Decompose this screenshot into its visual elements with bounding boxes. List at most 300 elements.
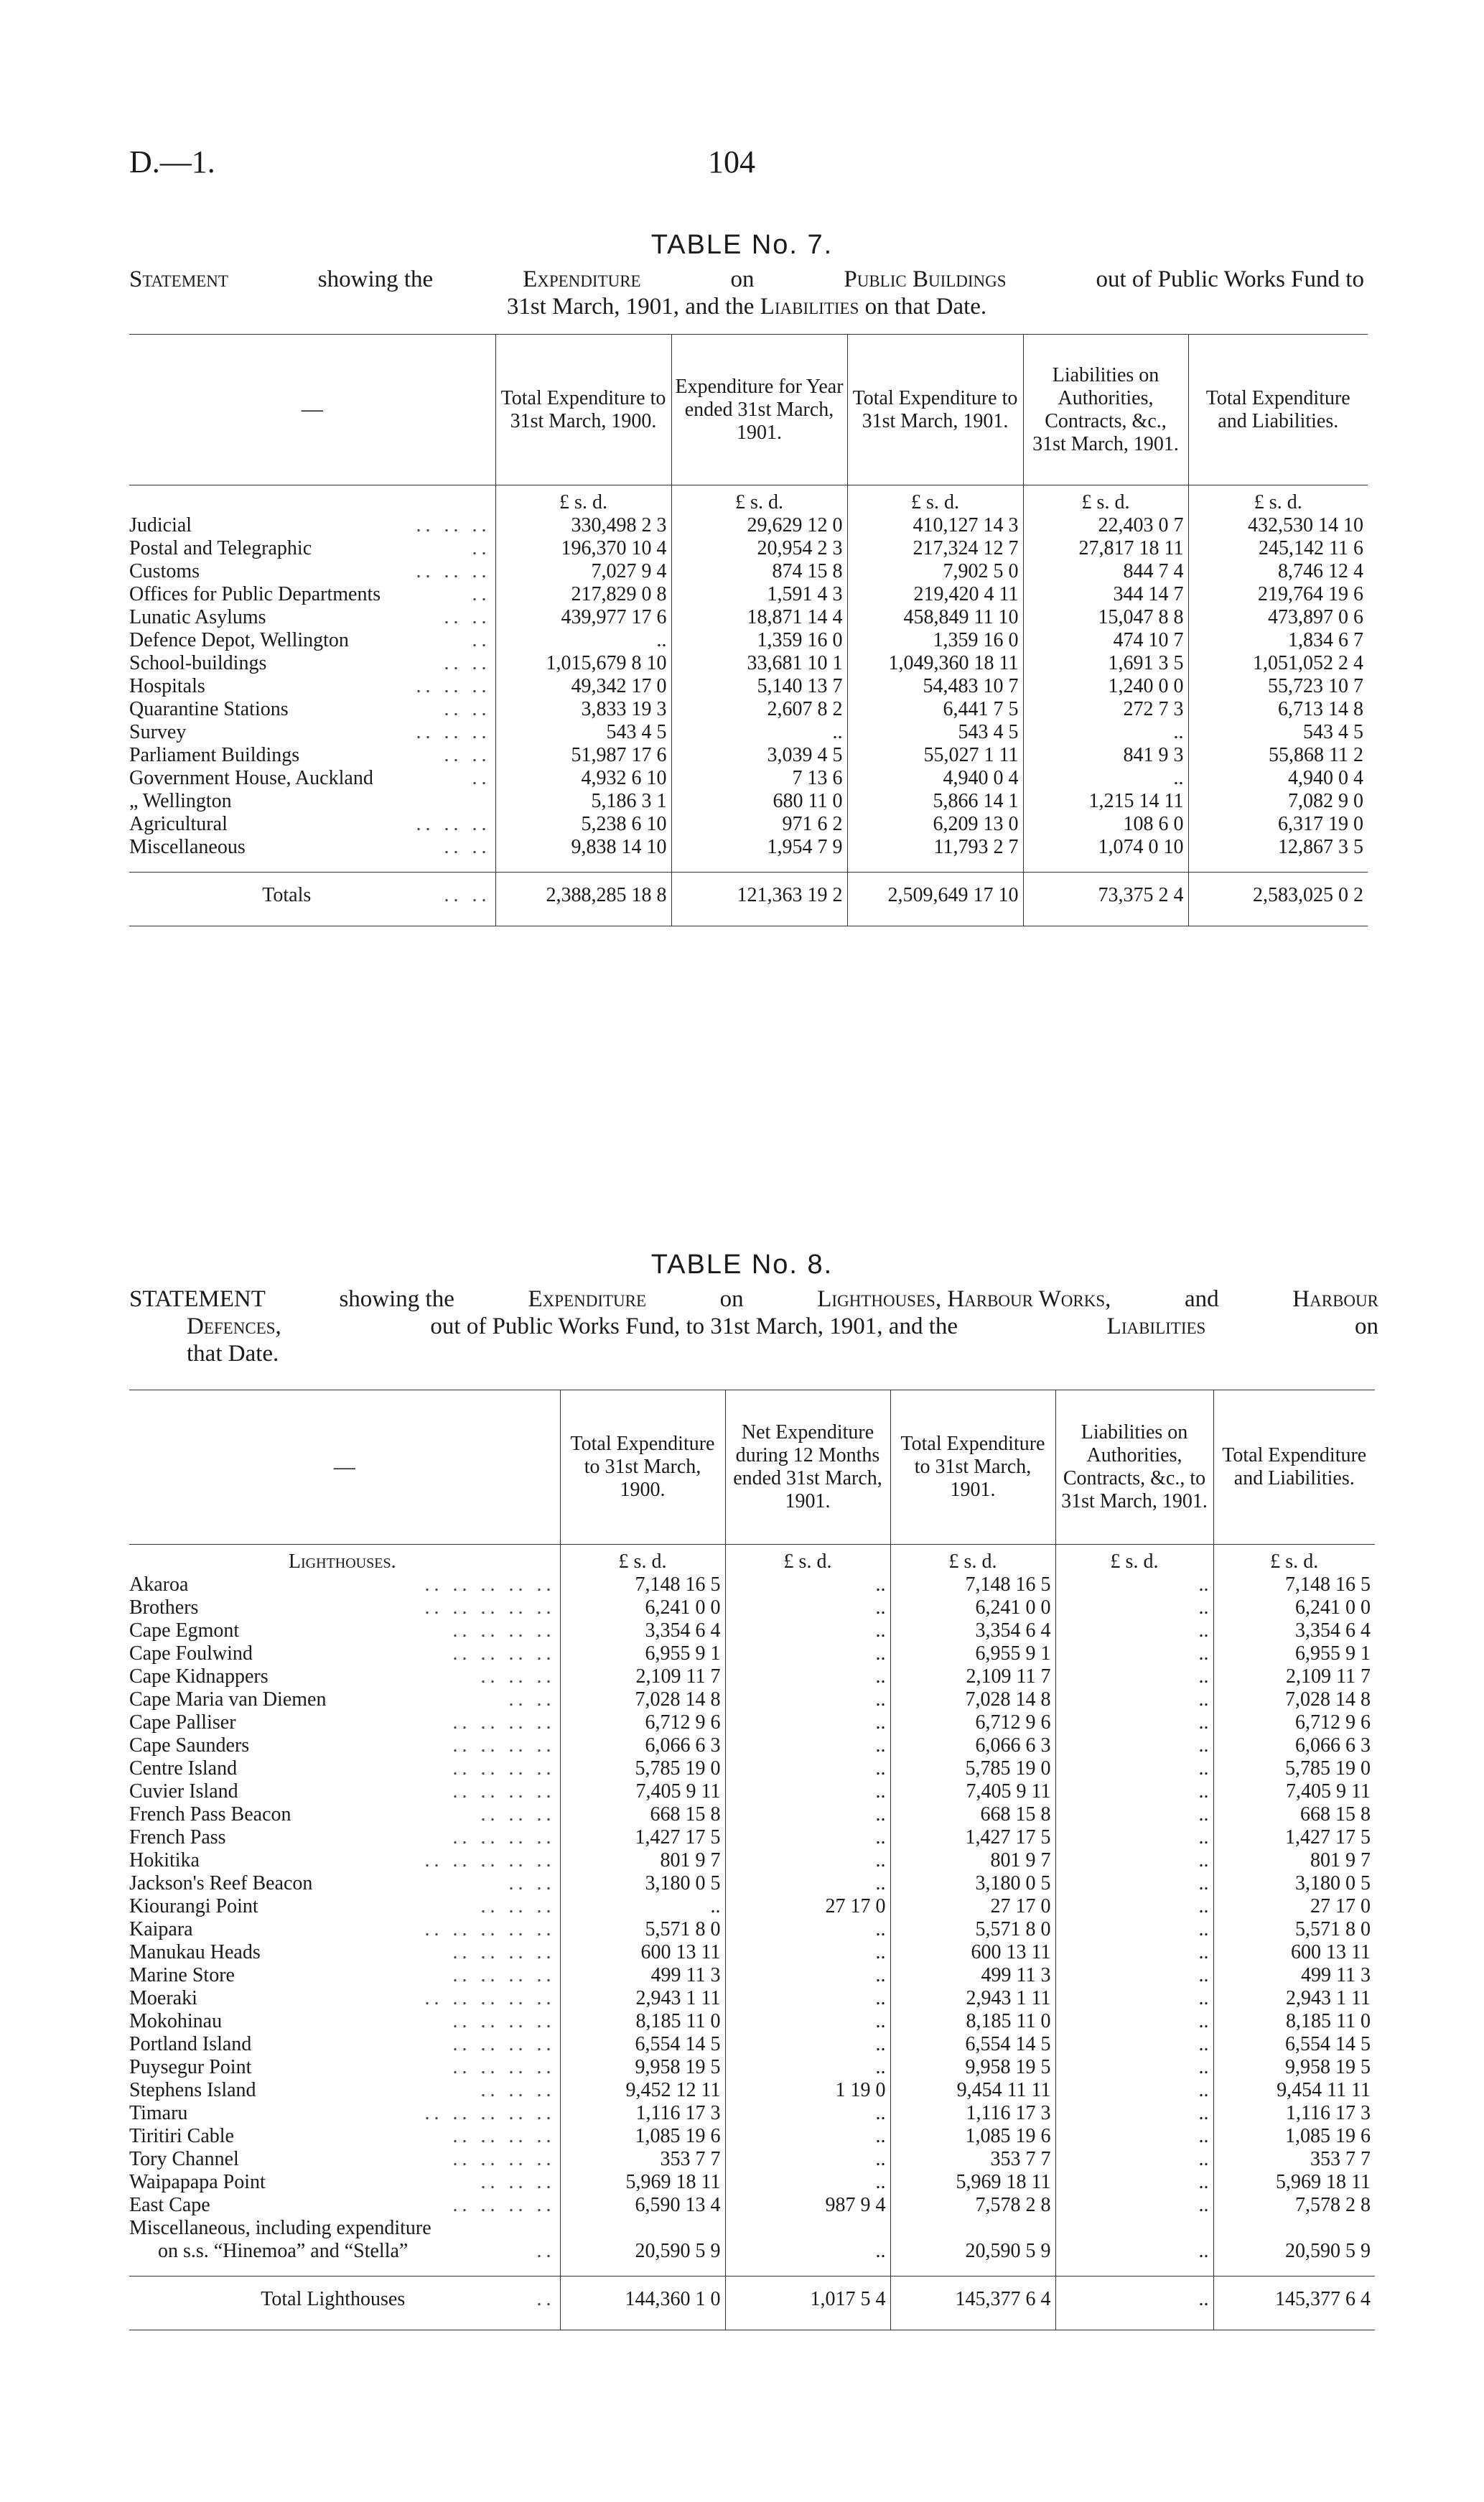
row-label: Stephens Island: [129, 2079, 256, 2101]
amount-cell: 20,590 5 9: [890, 2240, 1055, 2263]
spacer-cell: [671, 919, 847, 926]
amount-cell: 217,324 12 7: [847, 537, 1023, 560]
amount-cell: 144,360 1 0: [560, 2277, 725, 2323]
spacer-cell: [847, 919, 1023, 926]
amount-cell: 2,109 11 7: [1213, 1665, 1375, 1688]
amount-cell: 55,868 11 2: [1188, 744, 1368, 767]
spacer-row: [129, 2322, 1375, 2330]
table7-statement-line1: [129, 266, 1364, 293]
amount-cell: 7,148 16 5: [560, 1573, 725, 1596]
units-cell: £ s. d.: [671, 485, 847, 515]
units-row: [129, 1545, 1375, 1574]
statement-text: on that Date.: [859, 294, 987, 320]
amount-cell: 3,354 6 4: [1213, 1619, 1375, 1642]
amount-cell: 6,955 9 1: [890, 1642, 1055, 1665]
spacer-cell: [671, 859, 847, 873]
amount-cell: ..: [1055, 2194, 1213, 2217]
amount-cell: 1,240 0 0: [1023, 675, 1188, 698]
table-row: [129, 2056, 1375, 2079]
amount-cell: 2,509,649 17 10: [847, 873, 1023, 919]
statement-text: out of Public Works Fund, to 31st March, 1901, and the: [430, 1313, 958, 1339]
statement-word: Lighthouses, Harbour Works,: [817, 1286, 1111, 1312]
row-label-cell: [129, 1964, 560, 1987]
amount-cell: ..: [1055, 1757, 1213, 1780]
amount-cell: 6,241 0 0: [1213, 1596, 1375, 1619]
row-label-cell: [129, 1619, 560, 1642]
amount-cell: 7,028 14 8: [890, 1688, 1055, 1711]
table-row: [129, 1596, 1375, 1619]
amount-cell: 1,116 17 3: [1213, 2102, 1375, 2125]
leader-dots: .. .. .. ..: [452, 1826, 556, 1848]
amount-cell: 27,817 18 11: [1023, 537, 1188, 560]
amount-cell: ..: [1055, 1573, 1213, 1596]
row-label: Portland Island: [129, 2033, 252, 2055]
leader-dots: .. .. .. ..: [452, 1711, 556, 1734]
units-cell: £ s. d.: [890, 1545, 1055, 1574]
row-label: French Pass: [129, 1826, 226, 1848]
amount-cell: 6,590 13 4: [560, 2194, 725, 2217]
amount-cell: ..: [725, 2240, 890, 2263]
row-label-cell: [129, 1849, 560, 1872]
column-header: Total Expenditure to 31st March, 1901.: [847, 335, 1023, 485]
leader-dots: ..: [472, 767, 491, 789]
amount-cell: 245,142 11 6: [1188, 537, 1368, 560]
table-row: [129, 1711, 1375, 1734]
amount-cell: 600 13 11: [560, 1941, 725, 1964]
leader-dots: .. ..: [508, 1688, 556, 1711]
amount-cell: 9,958 19 5: [890, 2056, 1055, 2079]
amount-cell: 6,712 9 6: [560, 1711, 725, 1734]
row-label: Defence Depot, Wellington: [129, 629, 349, 651]
amount-cell: 543 4 5: [847, 721, 1023, 744]
row-label-cell: [129, 698, 495, 721]
leader-dots: .. .. ..: [480, 1665, 556, 1688]
amount-cell: 1,017 5 4: [725, 2277, 890, 2323]
column-header: Total Expenditure to 31st March, 1900.: [495, 335, 671, 485]
amount-cell: 11,793 2 7: [847, 836, 1023, 859]
leader-dots: ..: [536, 2288, 556, 2310]
row-label-cell: [129, 1688, 560, 1711]
row-label: Postal and Telegraphic: [129, 537, 312, 559]
statement-text: showing the: [339, 1286, 454, 1312]
amount-cell: 15,047 8 8: [1023, 606, 1188, 629]
amount-cell: 410,127 14 3: [847, 514, 1023, 537]
amount-cell: ..: [1055, 1826, 1213, 1849]
amount-cell: ..: [1055, 1803, 1213, 1826]
amount-cell: 9,454 11 11: [890, 2079, 1055, 2102]
table-row: [129, 1780, 1375, 1803]
row-label: Customs: [129, 560, 200, 582]
amount-cell: 353 7 7: [890, 2148, 1055, 2171]
amount-cell: ..: [1023, 767, 1188, 790]
row-label: Miscellaneous: [129, 836, 246, 858]
statement-text: on: [719, 1286, 744, 1312]
amount-cell: 1,015,679 8 10: [495, 652, 671, 675]
table-row: [129, 2148, 1375, 2171]
spacer-cell: [129, 859, 495, 873]
spacer-cell: [725, 2322, 890, 2330]
table-row: [129, 1872, 1375, 1895]
table-row: [129, 1987, 1375, 2010]
amount-cell: ..: [1055, 2277, 1213, 2323]
amount-cell: 54,483 10 7: [847, 675, 1023, 698]
row-label-cell: [129, 790, 495, 813]
spacer-cell: [1188, 859, 1368, 873]
amount-cell: 499 11 3: [890, 1964, 1055, 1987]
row-label: Kaipara: [129, 1918, 193, 1940]
table-row: [129, 1849, 1375, 1872]
amount-cell: ..: [725, 1734, 890, 1757]
amount-cell: 1,834 6 7: [1188, 629, 1368, 652]
row-label-cell: [129, 652, 495, 675]
amount-cell: 5,785 19 0: [1213, 1757, 1375, 1780]
amount-cell: 27 17 0: [890, 1895, 1055, 1918]
amount-cell: 7 13 6: [671, 767, 847, 790]
leader-dots: .. .. ..: [480, 2079, 556, 2101]
row-label-cell: [129, 1596, 560, 1619]
row-label: Tiritiri Cable: [129, 2125, 234, 2147]
amount-cell: 4,940 0 4: [1188, 767, 1368, 790]
amount-cell: 841 9 3: [1023, 744, 1188, 767]
amount-cell: ..: [1055, 1849, 1213, 1872]
units-cell: £ s. d.: [560, 1545, 725, 1574]
column-header: Liabilities on Authorities, Contracts, &c., to 31st March, 1901.: [1055, 1390, 1213, 1545]
row-label-cell: [129, 721, 495, 744]
row-label: Centre Island: [129, 1757, 238, 1780]
table7-statement-line2: [129, 293, 1364, 320]
row-label-cell: [129, 873, 495, 919]
spacer-cell: [560, 2322, 725, 2330]
amount-cell: 6,713 14 8: [1188, 698, 1368, 721]
amount-cell: ..: [1055, 1987, 1213, 2010]
table-row: [129, 606, 1368, 629]
misc-label-line2: [129, 2240, 560, 2263]
amount-cell: 543 4 5: [1188, 721, 1368, 744]
leader-dots: .. ..: [444, 836, 491, 858]
column-header: Total Expenditure and Liabilities.: [1213, 1390, 1375, 1545]
document-reference: D.—1.: [129, 144, 215, 180]
table-row: [129, 698, 1368, 721]
amount-cell: ..: [725, 1619, 890, 1642]
leader-dots: .. .. ..: [480, 2171, 556, 2193]
statement-text: out of Public Works Fund to: [1096, 266, 1364, 292]
leader-dots: .. .. .. ..: [452, 1757, 556, 1780]
spacer-cell: [1055, 2263, 1213, 2277]
amount-cell: ..: [1055, 1665, 1213, 1688]
amount-cell: 5,969 18 11: [1213, 2171, 1375, 2194]
table-row: [129, 1665, 1375, 1688]
amount-cell: 6,955 9 1: [560, 1642, 725, 1665]
amount-cell: ..: [725, 1711, 890, 1734]
amount-cell: 6,554 14 5: [1213, 2033, 1375, 2056]
amount-cell: 217,829 0 8: [495, 583, 671, 606]
row-label-cell: [129, 537, 495, 560]
section-label: Lighthouses.: [288, 1550, 396, 1573]
amount-cell: 1,049,360 18 11: [847, 652, 1023, 675]
amount-cell: ..: [671, 721, 847, 744]
leader-dots: ..: [472, 537, 491, 559]
amount-cell: 219,420 4 11: [847, 583, 1023, 606]
amount-cell: ..: [725, 1987, 890, 2010]
row-label-cell: [129, 514, 495, 537]
amount-cell: 22,403 0 7: [1023, 514, 1188, 537]
amount-cell: 474 10 7: [1023, 629, 1188, 652]
amount-cell: 801 9 7: [560, 1849, 725, 1872]
amount-cell: 8,185 11 0: [1213, 2010, 1375, 2033]
amount-cell: ..: [725, 1803, 890, 1826]
leader-dots: .. .. ..: [416, 721, 491, 743]
amount-cell: 12,867 3 5: [1188, 836, 1368, 859]
amount-cell: 55,723 10 7: [1188, 675, 1368, 698]
amount-cell: 9,958 19 5: [560, 2056, 725, 2079]
amount-cell: 680 11 0: [671, 790, 847, 813]
amount-cell: ..: [725, 2148, 890, 2171]
row-label: Judicial: [129, 514, 192, 536]
amount-cell: 145,377 6 4: [890, 2277, 1055, 2323]
amount-cell: 4,940 0 4: [847, 767, 1023, 790]
row-label: Cape Foulwind: [129, 1642, 253, 1665]
amount-cell: 2,943 1 11: [1213, 1987, 1375, 2010]
amount-cell: ..: [1055, 1734, 1213, 1757]
amount-cell: 6,712 9 6: [890, 1711, 1055, 1734]
amount-cell: ..: [725, 2125, 890, 2148]
leader-dots: .. .. ..: [480, 1895, 556, 1917]
statement-word: Expenditure: [523, 266, 641, 292]
amount-cell: 3,180 0 5: [1213, 1872, 1375, 1895]
row-label-cell: [129, 2010, 560, 2033]
leader-dots: ..: [472, 629, 491, 651]
row-label: Totals: [262, 884, 312, 906]
amount-cell: 6,712 9 6: [1213, 1711, 1375, 1734]
row-label: Cape Palliser: [129, 1711, 236, 1734]
row-label: Total Lighthouses: [261, 2288, 406, 2310]
amount-cell: ..: [560, 1895, 725, 1918]
table7-grid: [129, 334, 1368, 926]
amount-cell: 1,954 7 9: [671, 836, 847, 859]
row-label-cell: [129, 1711, 560, 1734]
amount-cell: ..: [1055, 1688, 1213, 1711]
amount-cell: 219,764 19 6: [1188, 583, 1368, 606]
amount-cell: 6,241 0 0: [560, 1596, 725, 1619]
amount-cell: 7,902 5 0: [847, 560, 1023, 583]
row-label: Parliament Buildings: [129, 744, 300, 766]
amount-cell: 55,027 1 11: [847, 744, 1023, 767]
row-label: Tory Channel: [129, 2148, 239, 2170]
leader-dots: .. .. .. .. ..: [424, 1849, 556, 1871]
row-label: School-buildings: [129, 652, 267, 674]
amount-cell: 27 17 0: [1213, 1895, 1375, 1918]
table-row: [129, 1964, 1375, 1987]
amount-cell: 5,969 18 11: [890, 2171, 1055, 2194]
table-row: [129, 1895, 1375, 1918]
statement-word: Expenditure: [528, 1286, 647, 1312]
amount-cell: 5,571 8 0: [890, 1918, 1055, 1941]
row-label: East Cape: [129, 2194, 210, 2216]
leader-dots: .. .. .. ..: [452, 1780, 556, 1803]
amount-cell: ..: [1055, 1780, 1213, 1803]
row-label: Akaroa: [129, 1573, 189, 1596]
row-label: Quarantine Stations: [129, 698, 289, 720]
table-row: [129, 2079, 1375, 2102]
amount-cell: 20,954 2 3: [671, 537, 847, 560]
amount-cell: 7,405 9 11: [1213, 1780, 1375, 1803]
statement-text: on: [1354, 1313, 1378, 1339]
row-label-cell: [129, 583, 495, 606]
amount-cell: 7,405 9 11: [560, 1780, 725, 1803]
table-row: [129, 2102, 1375, 2125]
column-header: Total Expenditure to 31st March, 1900.: [560, 1390, 725, 1545]
totals-row: [129, 2277, 1375, 2323]
row-label-cell: [129, 1826, 560, 1849]
row-label-cell: [129, 1734, 560, 1757]
amount-cell: 1,116 17 3: [890, 2102, 1055, 2125]
empty-cell: [1055, 2217, 1213, 2240]
amount-cell: 272 7 3: [1023, 698, 1188, 721]
row-label: Offices for Public Departments: [129, 583, 381, 605]
row-label-cell: [129, 2171, 560, 2194]
amount-cell: 6,066 6 3: [1213, 1734, 1375, 1757]
amount-cell: ..: [725, 1596, 890, 1619]
row-label: Cape Egmont: [129, 1619, 240, 1642]
amount-cell: 6,554 14 5: [890, 2033, 1055, 2056]
amount-cell: 1,085 19 6: [1213, 2125, 1375, 2148]
table-row: [129, 721, 1368, 744]
empty-cell: [890, 2217, 1055, 2240]
leader-dots: .. ..: [444, 606, 491, 628]
amount-cell: ..: [1055, 1642, 1213, 1665]
amount-cell: 3,039 4 5: [671, 744, 847, 767]
amount-cell: 7,028 14 8: [1213, 1688, 1375, 1711]
amount-cell: 668 15 8: [560, 1803, 725, 1826]
row-label-cell: [129, 629, 495, 652]
row-label-cell: [129, 2033, 560, 2056]
row-label-cell: [129, 1573, 560, 1596]
empty-cell: [725, 2217, 890, 2240]
amount-cell: 1,074 0 10: [1023, 836, 1188, 859]
amount-cell: 108 6 0: [1023, 813, 1188, 836]
amount-cell: 6,066 6 3: [560, 1734, 725, 1757]
leader-dots: .. .. .. .. ..: [424, 1596, 556, 1619]
amount-cell: 51,987 17 6: [495, 744, 671, 767]
spacer-cell: [560, 2263, 725, 2277]
row-label: Cape Maria van Diemen: [129, 1688, 327, 1711]
table-row: [129, 1803, 1375, 1826]
amount-cell: 145,377 6 4: [1213, 2277, 1375, 2323]
table8-statement-line2: [129, 1313, 1378, 1340]
units-cell: £ s. d.: [495, 485, 671, 515]
row-label-cell: [129, 675, 495, 698]
statement-text: 31st March, 1901, and the: [506, 294, 760, 320]
row-label-cell: [129, 560, 495, 583]
row-label-cell: [129, 2079, 560, 2102]
amount-cell: ..: [725, 1964, 890, 1987]
amount-cell: 844 7 4: [1023, 560, 1188, 583]
leader-dots: .. ..: [444, 652, 491, 674]
units-cell: £ s. d.: [1213, 1545, 1375, 1574]
amount-cell: ..: [725, 1642, 890, 1665]
amount-cell: ..: [725, 2033, 890, 2056]
spacer-cell: [495, 919, 671, 926]
table-row: [129, 1573, 1375, 1596]
amount-cell: 9,838 14 10: [495, 836, 671, 859]
statement-word: STATEMENT: [129, 1286, 266, 1312]
table-row: [129, 2171, 1375, 2194]
leader-dots: .. .. .. ..: [452, 1941, 556, 1963]
row-label: Mokohinau: [129, 2010, 223, 2032]
amount-cell: 7,148 16 5: [1213, 1573, 1375, 1596]
row-label-cell: [129, 813, 495, 836]
table8-body: [129, 1545, 1375, 2330]
table-row: [129, 1619, 1375, 1642]
amount-cell: ..: [1055, 1918, 1213, 1941]
leader-dots: .. .. .. .. ..: [424, 1573, 556, 1596]
amount-cell: 1 19 0: [725, 2079, 890, 2102]
leader-dots: .. .. .. ..: [452, 2194, 556, 2216]
amount-cell: ..: [725, 1757, 890, 1780]
row-label-cell: [129, 2125, 560, 2148]
amount-cell: ..: [1055, 2171, 1213, 2194]
amount-cell: 5,186 3 1: [495, 790, 671, 813]
leader-dots: .. .. .. ..: [452, 1734, 556, 1757]
amount-cell: 458,849 11 10: [847, 606, 1023, 629]
table-row: [129, 2125, 1375, 2148]
row-label: French Pass Beacon: [129, 1803, 291, 1826]
amount-cell: 600 13 11: [1213, 1941, 1375, 1964]
units-cell: £ s. d.: [1023, 485, 1188, 515]
empty-cell: [1213, 2217, 1375, 2240]
amount-cell: 8,746 12 4: [1188, 560, 1368, 583]
spacer-cell: [890, 2322, 1055, 2330]
table-row: [129, 560, 1368, 583]
statement-text: showing the: [317, 266, 434, 292]
amount-cell: 5,969 18 11: [560, 2171, 725, 2194]
table-row: [129, 583, 1368, 606]
amount-cell: ..: [1055, 1619, 1213, 1642]
amount-cell: ..: [725, 2102, 890, 2125]
amount-cell: 1,085 19 6: [560, 2125, 725, 2148]
amount-cell: 20,590 5 9: [560, 2240, 725, 2263]
row-label: Manukau Heads: [129, 1941, 261, 1963]
table-row: [129, 629, 1368, 652]
table-row: [129, 1826, 1375, 1849]
amount-cell: ..: [725, 1826, 890, 1849]
misc-label-line1: Miscellaneous, including expenditure: [129, 2217, 431, 2239]
spacer-cell: [129, 2263, 560, 2277]
table8-statement: [129, 1285, 1378, 1367]
row-label: Survey: [129, 721, 187, 743]
amount-cell: 668 15 8: [1213, 1803, 1375, 1826]
spacer-cell: [890, 2263, 1055, 2277]
leader-dots: .. .. .. .. ..: [424, 2102, 556, 2124]
amount-cell: 1,051,052 2 4: [1188, 652, 1368, 675]
amount-cell: 5,785 19 0: [890, 1757, 1055, 1780]
table-row: [129, 537, 1368, 560]
amount-cell: 353 7 7: [1213, 2148, 1375, 2171]
leader-dots: .. ..: [444, 884, 491, 906]
spacer-row: [129, 859, 1368, 873]
row-label: Moeraki: [129, 1987, 197, 2009]
table-row: [129, 2194, 1375, 2217]
statement-word: Statement: [129, 266, 228, 292]
amount-cell: 668 15 8: [890, 1803, 1055, 1826]
amount-cell: 7,027 9 4: [495, 560, 671, 583]
row-label-cell: [129, 2056, 560, 2079]
amount-cell: ..: [725, 2010, 890, 2033]
statement-text: on: [730, 266, 755, 292]
amount-cell: ..: [1055, 1895, 1213, 1918]
leader-dots: .. .. .. ..: [452, 2010, 556, 2032]
amount-cell: 9,958 19 5: [1213, 2056, 1375, 2079]
